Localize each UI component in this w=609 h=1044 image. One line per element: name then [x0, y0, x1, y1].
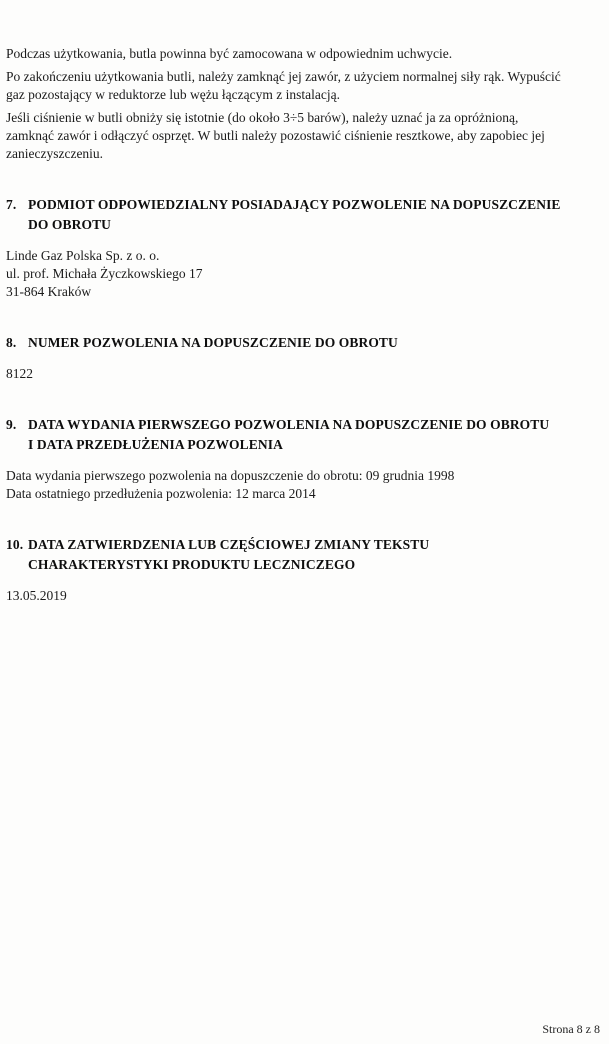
- intro-paragraph-3: [6, 109, 609, 163]
- text-line: ul. prof. Michała Życzkowskiego 17: [6, 266, 203, 281]
- section-10: [6, 535, 609, 605]
- title-line: I DATA PRZEDŁUŻENIA POZWOLENIA: [28, 437, 283, 452]
- title-line: DATA WYDANIA PIERWSZEGO POZWOLENIA NA DOPUSZCZENIE DO OBROTU: [28, 417, 550, 432]
- section-9: [6, 415, 609, 503]
- title-line: NUMER POZWOLENIA NA DOPUSZCZENIE DO OBROTU: [28, 335, 398, 350]
- text-line: zamknąć zawór i odłączyć osprzęt. W butli należy pozostawić ciśnienie resztkowe, aby zapobiec jej: [6, 128, 545, 143]
- section-9-body: [6, 467, 609, 503]
- text-line: 8122: [6, 366, 33, 381]
- title-line: CHARAKTERYSTYKI PRODUKTU LECZNICZEGO: [28, 557, 356, 572]
- title-line: DO OBROTU: [28, 217, 112, 232]
- intro-paragraph-2: [6, 68, 609, 104]
- text-line: 31-864 Kraków: [6, 284, 92, 299]
- text-line: Data ostatniego przedłużenia pozwolenia: 12 marca 2014: [6, 486, 316, 501]
- section-number: 8.: [6, 335, 17, 350]
- text-line: Data wydania pierwszego pozwolenia na dopuszczenie do obrotu: 09 grudnia 1998: [6, 468, 455, 483]
- text-line: Linde Gaz Polska Sp. z o. o.: [6, 248, 160, 263]
- section-number: 10.: [6, 537, 24, 552]
- section-number: 7.: [6, 197, 17, 212]
- intro-paragraph-1: [6, 45, 609, 63]
- section-7: [6, 195, 609, 301]
- section-title: [28, 535, 429, 575]
- text-line: gaz pozostający w reduktorze lub wężu łączącym z instalacją.: [6, 87, 340, 102]
- section-number: 9.: [6, 417, 17, 432]
- text-line: zanieczyszczeniu.: [6, 146, 104, 161]
- text-line: Podczas użytkowania, butla powinna być zamocowana w odpowiednim uchwycie.: [6, 46, 453, 61]
- section-10-heading: [6, 535, 609, 575]
- section-8-body: [6, 365, 609, 383]
- text-line: 13.05.2019: [6, 588, 67, 603]
- section-title: [28, 333, 398, 353]
- page-number: Strona 8 z 8: [542, 1022, 600, 1036]
- title-line: DATA ZATWIERDZENIA LUB CZĘŚCIOWEJ ZMIANY TEKSTU: [28, 537, 430, 552]
- section-8: [6, 333, 609, 383]
- title-line: PODMIOT ODPOWIEDZIALNY POSIADAJĄCY POZWOLENIE NA DOPUSZCZENIE: [28, 197, 561, 212]
- text-line: Jeśli ciśnienie w butli obniży się istotnie (do około 3÷5 barów), należy uznać ja za opróżnioną,: [6, 110, 519, 125]
- section-title: [28, 415, 549, 455]
- section-title: [28, 195, 561, 235]
- section-8-heading: [6, 333, 609, 353]
- section-9-heading: [6, 415, 609, 455]
- section-7-body: [6, 247, 609, 301]
- text-line: Po zakończeniu użytkowania butli, należy zamknąć jej zawór, z użyciem normalnej siły rąk. Wypuścić: [6, 69, 561, 84]
- section-10-body: [6, 587, 609, 605]
- section-7-heading: [6, 195, 609, 235]
